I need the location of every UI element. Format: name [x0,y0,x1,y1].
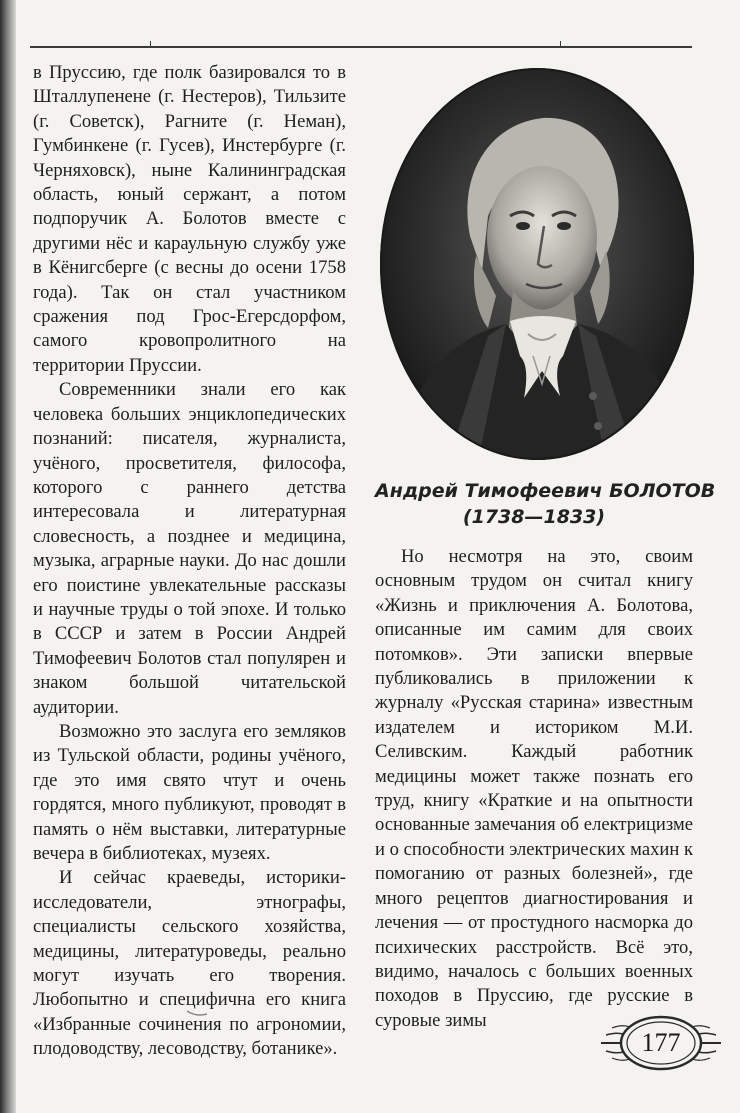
paragraph: Современники знали его как человека больших энциклопедических познаний: писателя, журналиста, учёного, просветителя, философа, которого с раннего детства интересовала и литературная словесность, а позднее и медицина, музыка, аграрные науки. До нас дошли его поистине увлекательные рассказы и научные труды о той эпохе. И только в СССР и затем в России Андрей Тимофеевич Болотов стал популярен и знаком большой читательской аудитории. [33,379,346,718]
left-text-column [33,61,346,1062]
paragraph: в Пруссию, где полк базировался то в Шталлупенене (г. Нестеров), Тильзите (г. Советск), Рагните (г. Неман), Гумбинкене (г. Гусев), Инстербурге (г. Черняховск), ныне Калининградская область, юный сержант, а потом подпоручик А. Болотов вместе с другими нёс и караульную службу уже в Кёнигсберге (с весны до осени 1758 года). Так он стал участником сражения под Грос-Егерсдорфом, самого кровопролитного на территории Пруссии. [33,62,346,376]
right-text-column [375,545,693,1033]
paragraph: Но несмотря на это, своим основным трудом он считал книгу «Жизнь и приключения А. Болотова, описанные им самим для своих потомков». Эти записки впервые публиковались в приложении к журналу «Русская старина» известным издателем и историком М.И. Селивским. Каждый работник медицины может также познать его труд, книгу «Краткие и на опытности основанные замечания об електрицизме и о способности электрических махин к помоганию от разных болезней», где много рецептов диагностирования и лечения — от простудного насморка до психических расстройств. Всё это, видимо, началось с больших военных походов в Пруссию, где русские в суровые зимы [375,546,693,1031]
caption-name: Андрей Тимофеевич БОЛОТОВ [375,480,716,502]
page-number-emblem [598,1014,724,1072]
stray-mark [186,1008,208,1018]
paragraph: Возможно это заслуга его земляков из Тульской области, родины учёного, где это имя свято чтут и очень гордятся, много публикуют, проводят в память о нём выставки, литературные вечера в библиотеках, музеях. [33,720,346,864]
header-rule-tick [560,41,561,47]
caption-years: (1738—1833) [462,506,606,528]
header-rule-tick [150,41,151,47]
page-number: 177 [641,1028,681,1057]
page-binding-shadow [0,0,16,1113]
portrait-engraving [378,66,696,462]
header-rule [30,46,692,48]
portrait-caption [375,478,716,530]
paragraph: И сейчас краеведы, историки-исследователи, этнографы, специалисты сельского хозяйства, медицины, литературоведы, реально могут изучать его творения. Любопытно и специфична его книга «Избранные сочинения по агрономии, плодоводству, лесоводству, ботанике». [33,867,346,1060]
